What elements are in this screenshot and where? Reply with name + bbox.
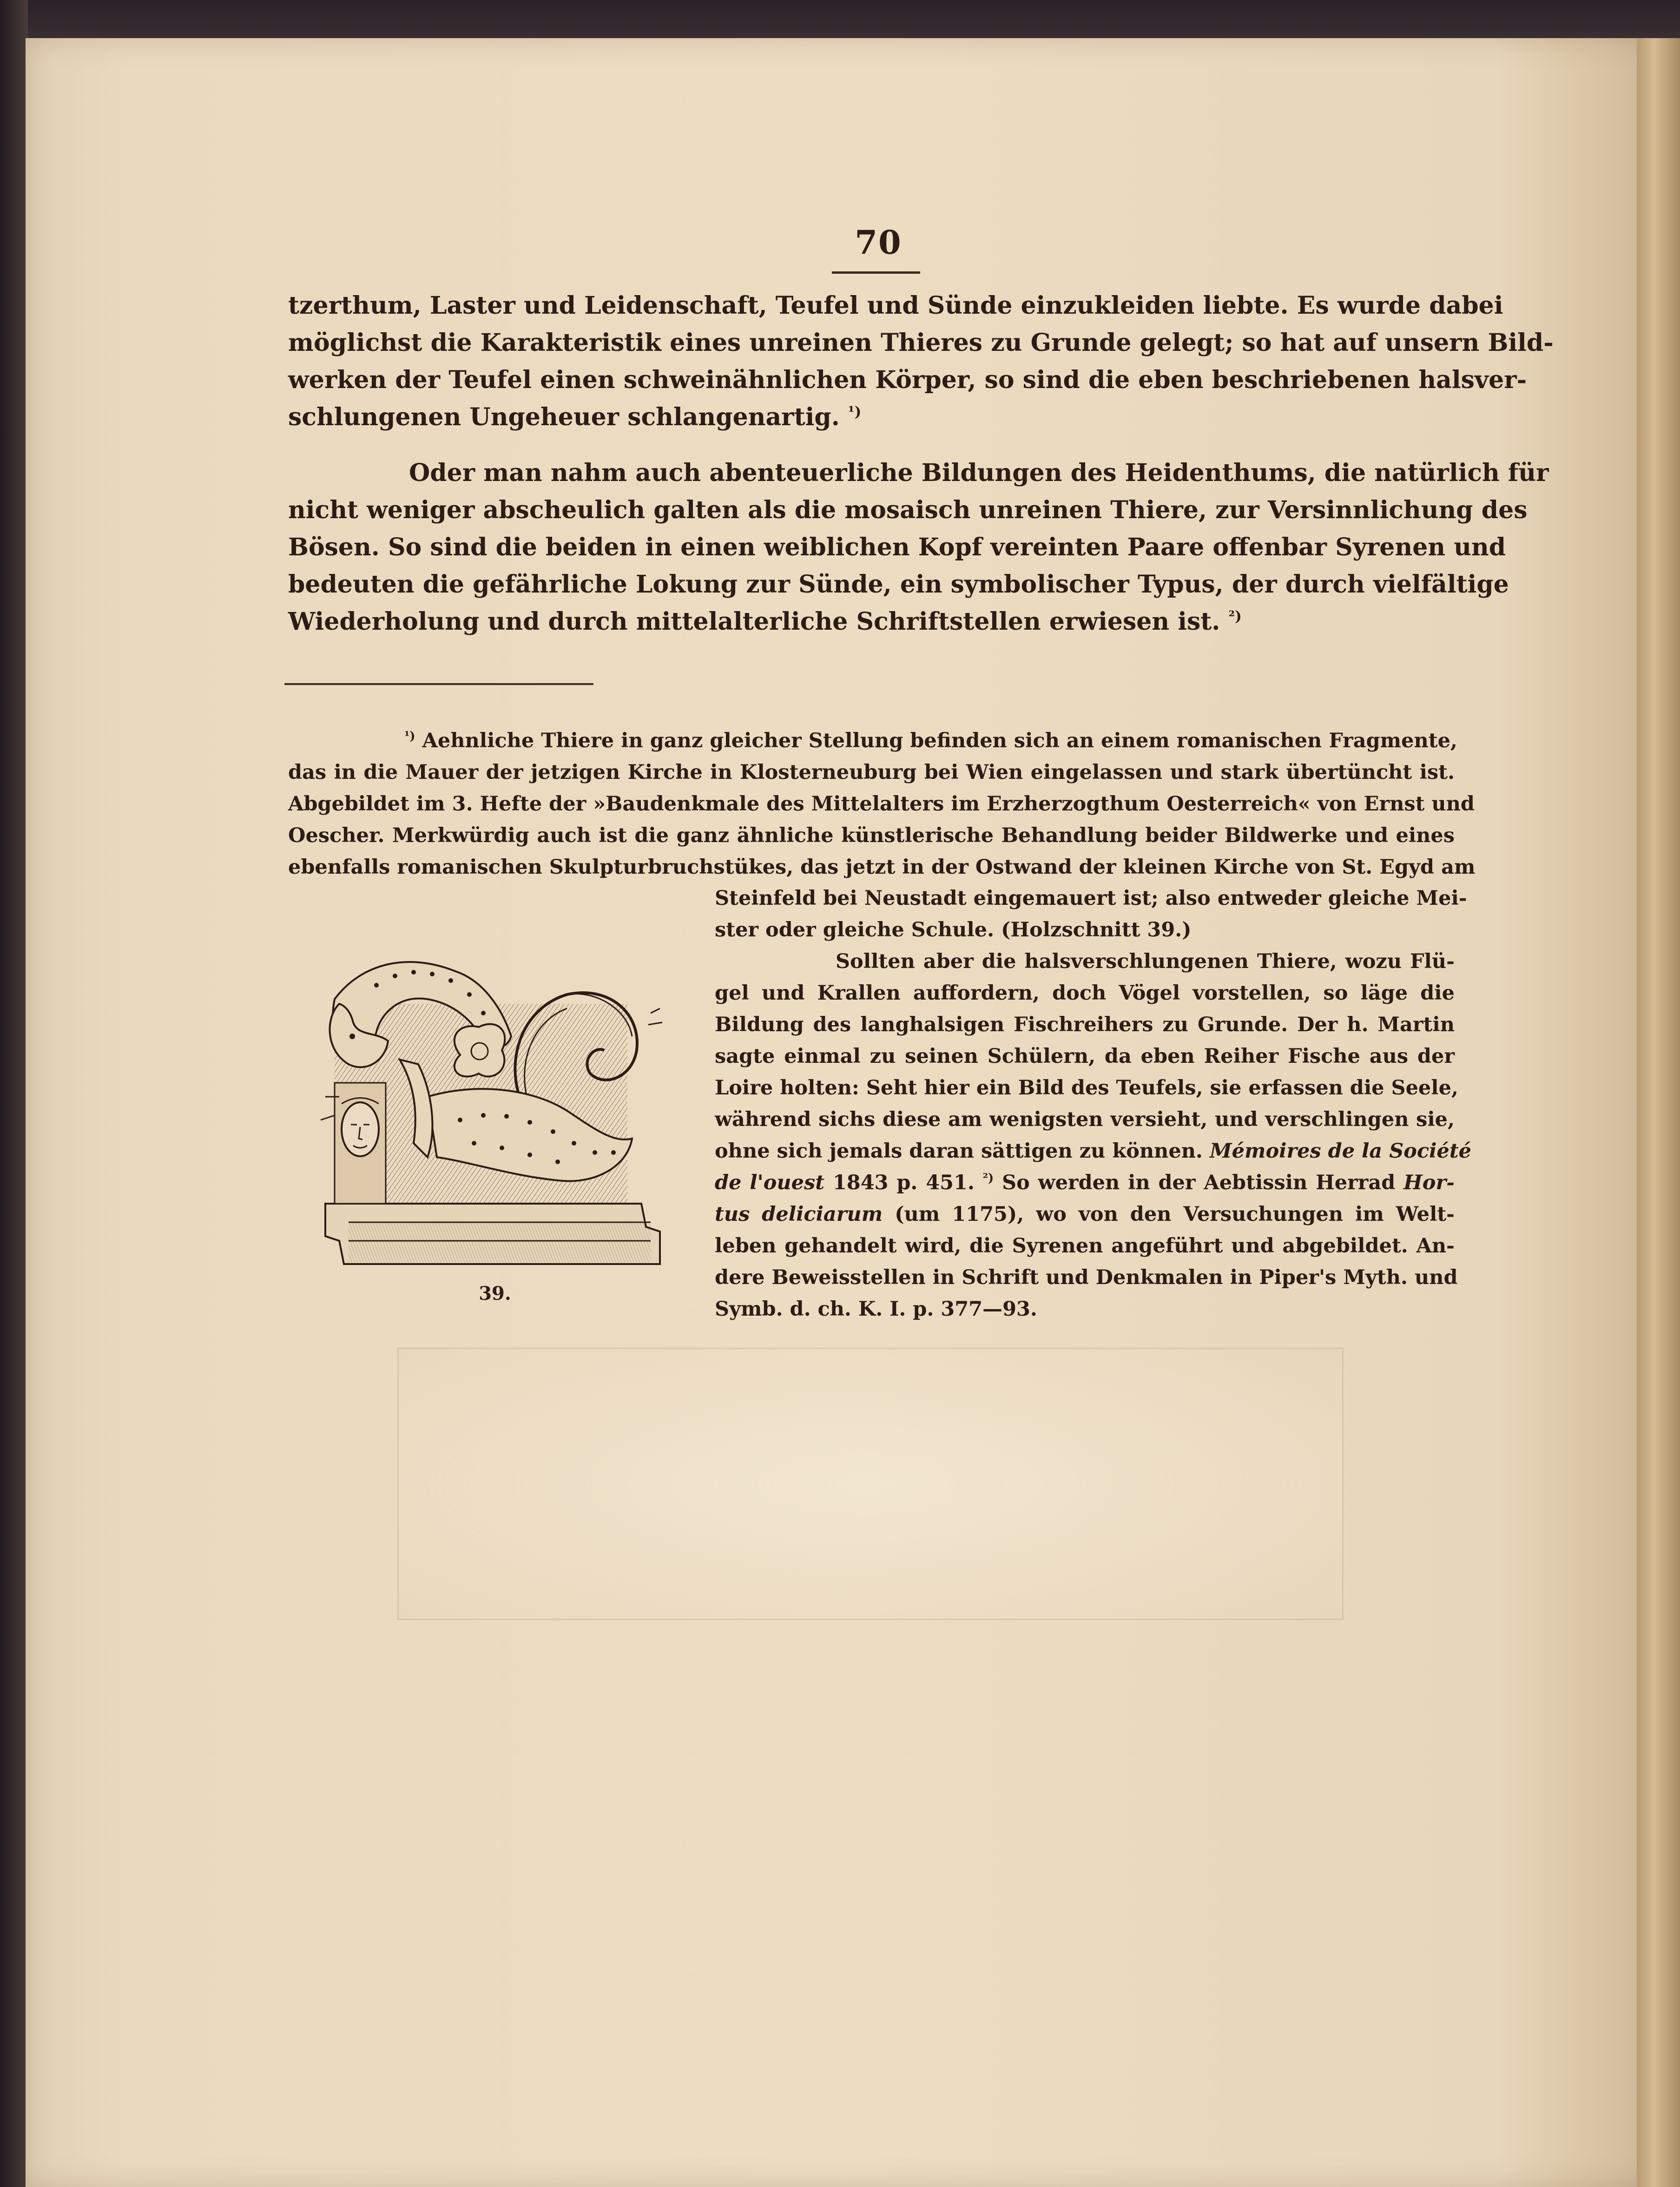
footnote-line: Sollten aber die halsverschlungenen Thiere, wozu Flü- [836,950,1455,973]
text-line: tzerthum, Laster und Leidenschaft, Teufel und Sünde einzukleiden liebte. Es wurde dabei [288,291,1503,320]
text-line: werken der Teufel einen schweinähnlichen Körper, so sind die eben beschriebenen halsver- [288,366,1527,394]
page-number-underline [832,271,920,274]
footnote-line-content: So werden in der Aebtissin Herrad [1002,1171,1396,1194]
footnote-line: während sichs diese am wenigsten versieht, und verschlingen sie, [715,1108,1455,1131]
footnote-separator [284,683,593,685]
text-line: bedeuten die gefährliche Lokung zur Sünde, ein symbolischer Typus, der durch vielfältige [288,570,1509,599]
footnote-line: das in die Mauer der jetzigen Kirche in Klosterneuburg bei Wien eingelassen und stark übertüncht ist. [288,761,1455,784]
page-number: 70 [855,223,902,262]
footnote-line: Steinfeld bei Neustadt eingemauert ist; also entweder gleiche Mei- [715,887,1467,910]
text-line: Bösen. So sind die beiden in einen weiblichen Kopf vereinten Paare offenbar Syrenen und [288,533,1506,561]
citation-title: de l'ouest [715,1171,825,1194]
scan-background-left [0,0,28,2187]
footnote-line: ebenfalls romanischen Skulpturbruchstükes, das jetzt in der Ostwand der kleinen Kirche von St. Egyd am [288,856,1476,879]
book-spine-edge [1637,38,1680,2187]
text-line-content: Wiederholung und durch mittelalterliche Schriftstellen erwiesen ist. [288,607,1220,636]
footnote-line-content: Aehnliche Thiere in ganz gleicher Stellung befinden sich an einem romanischen Fragmente, [422,729,1457,752]
footnote-line: ster oder gleiche Schule. (Holzschnitt 39.) [715,918,1192,942]
footnote-line: Symb. d. ch. K. I. p. 377—93. [715,1298,1037,1321]
footnote-line-content: ohne sich jemals daran sättigen zu können. [715,1140,1203,1163]
text-line-content: schlungenen Ungeheuer schlangenartig. [288,403,840,431]
paragraph-2 [288,455,1549,640]
footnote-line [288,725,1455,757]
scan-background-top [0,0,1680,42]
figure-number: 39. [479,1283,511,1304]
footnote-marker-2: ²) [982,1171,994,1186]
woodcut-illustration [307,943,669,1283]
footnote-block-continued [715,883,1472,1325]
text-line: möglichst die Karakteristik eines unreinen Thieres zu Grunde gelegt; so hat auf unsern Bild- [288,329,1554,357]
embossed-ornament [397,1348,1344,1620]
paragraph-1 [288,287,1554,436]
text-line: Oder man nahm auch abenteuerliche Bildungen des Heidenthums, die natürlich für [409,459,1549,487]
text-line: nicht weniger abscheulich galten als die mosaisch unreinen Thiere, zur Versinnlichung des [288,496,1528,524]
citation-title: Mémoires de la Société [1209,1140,1472,1163]
rosette [455,1024,505,1077]
text-line [288,399,1455,436]
text-line [288,603,1455,640]
footnote-line [715,1167,1455,1199]
footnote-line: gel und Krallen auffordern, doch Vögel vorstellen, so läge die [715,982,1455,1005]
footnote-line: Loire holten: Seht hier ein Bild des Teufels, sie erfassen die Seele, [715,1076,1458,1100]
footnote-line: Abgebildet im 3. Hefte der »Baudenkmale des Mittelalters im Erzherzogthum Oesterreich« von Ernst und [288,792,1475,816]
footnote-line: dere Beweisstellen in Schrift und Denkmalen in Piper's Myth. und [715,1266,1458,1289]
footnote-line [715,1135,1472,1167]
footnote-line-content: 1843 p. 451. [832,1171,975,1194]
footnote-ref-2: ²) [1228,608,1242,625]
footnote-line: Bildung des langhalsigen Fischreihers zu Grunde. Der h. Martin [715,1013,1455,1036]
citation-title: tus deliciarum [715,1203,883,1226]
footnote-line [715,1199,1455,1230]
footnote-line: Oescher. Merkwürdig auch ist die ganz ähnliche künstlerische Behandlung beider Bildwerke und eines [288,824,1455,847]
footnote-marker-1: ¹) [404,729,415,744]
footnote-line-content: (um 1175), wo von den Versuchungen im Welt- [895,1203,1455,1226]
footnote-line: leben gehandelt wird, die Syrenen angeführt und abgebildet. An- [715,1234,1455,1258]
footnote-line: sagte einmal zu seinen Schülern, da eben Reiher Fische aus der [715,1045,1455,1068]
footnote-ref-1: ¹) [848,403,862,421]
footnote-block [288,725,1476,883]
citation-title: Hor- [1403,1171,1455,1194]
